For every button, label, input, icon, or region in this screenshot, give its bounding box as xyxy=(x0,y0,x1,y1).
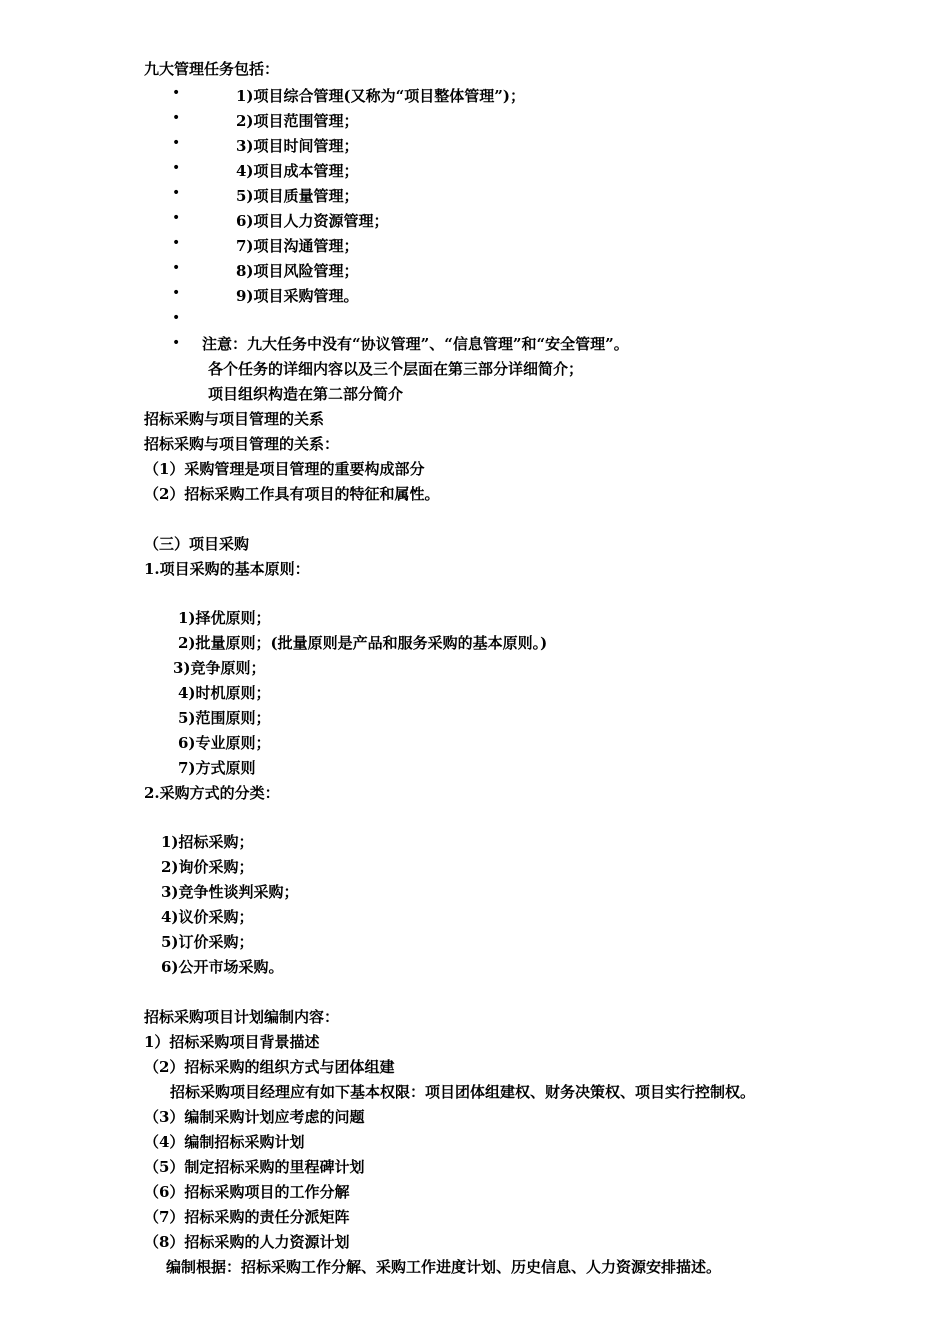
bullet-icon: • xyxy=(172,185,181,201)
note-sub-line: 各个任务的详细内容以及三个层面在第三部分详细简介； xyxy=(208,360,584,378)
list-item: 1)择优原则； xyxy=(178,609,271,627)
list-item: 2)项目范围管理； xyxy=(236,112,359,130)
list-item: （5）制定招标采购的里程碑计划 xyxy=(144,1158,365,1176)
bullet-icon: • xyxy=(172,285,181,301)
list-item: 8)项目风险管理； xyxy=(236,262,359,280)
list-item: 3)竞争原则； xyxy=(173,659,266,677)
list-item: 1)招标采购； xyxy=(161,833,254,851)
bullet-icon: • xyxy=(172,135,181,151)
bullet-icon: • xyxy=(172,160,181,176)
relation-item: （2）招标采购工作具有项目的特征和属性。 xyxy=(144,485,440,503)
section-heading: （三）项目采购 xyxy=(144,535,250,553)
bullet-icon: • xyxy=(172,110,181,126)
bullet-icon: • xyxy=(172,335,181,351)
section-title: 招标采购与项目管理的关系 xyxy=(144,410,325,428)
list-item: 2)询价采购； xyxy=(161,858,254,876)
list-item: （6）招标采购项目的工作分解 xyxy=(144,1183,350,1201)
list-item: 9)项目采购管理。 xyxy=(236,287,359,305)
list-item: 2)批量原则；(批量原则是产品和服务采购的基本原则。) xyxy=(178,634,548,652)
note-text: 注意：九大任务中没有“协议管理”、“信息管理”和“安全管理”。 xyxy=(202,335,629,353)
relation-item: （1）采购管理是项目管理的重要构成部分 xyxy=(144,460,425,478)
list-item: 7)方式原则 xyxy=(178,759,256,777)
list-item: 1)项目综合管理(又称为“项目整体管理”)； xyxy=(236,87,525,105)
bullet-icon: • xyxy=(172,310,181,326)
list-item-note: 招标采购项目经理应有如下基本权限：项目团体组建权、财务决策权、项目实行控制权。 xyxy=(170,1083,756,1101)
list-item: 4)项目成本管理； xyxy=(236,162,359,180)
list-item: 6)专业原则； xyxy=(178,734,271,752)
bullet-icon: • xyxy=(172,210,181,226)
methods-heading: 2.采购方式的分类： xyxy=(144,784,280,802)
list-item: 5)范围原则； xyxy=(178,709,271,727)
note-sub-line: 项目组织构造在第二部分简介 xyxy=(208,385,404,403)
tasks-heading: 九大管理任务包括： xyxy=(144,60,280,78)
bullet-icon: • xyxy=(172,235,181,251)
principles-heading: 1.项目采购的基本原则： xyxy=(144,560,310,578)
list-item: 5)订价采购； xyxy=(161,933,254,951)
plan-heading: 招标采购项目计划编制内容： xyxy=(144,1008,340,1026)
list-item: （7）招标采购的责任分派矩阵 xyxy=(144,1208,350,1226)
list-item: 1）招标采购项目背景描述 xyxy=(144,1033,320,1051)
list-item: 7)项目沟通管理； xyxy=(236,237,359,255)
list-item: （8）招标采购的人力资源计划 xyxy=(144,1233,350,1251)
list-item: （3）编制采购计划应考虑的问题 xyxy=(144,1108,365,1126)
list-item: 4)议价采购； xyxy=(161,908,254,926)
section-subtitle: 招标采购与项目管理的关系： xyxy=(144,435,340,453)
list-item: （4）编制招标采购计划 xyxy=(144,1133,305,1151)
list-item: 5)项目质量管理； xyxy=(236,187,359,205)
list-item: 4)时机原则； xyxy=(178,684,271,702)
list-item-note: 编制根据：招标采购工作分解、采购工作进度计划、历史信息、人力资源安排描述。 xyxy=(166,1258,722,1276)
list-item: 3)竞争性谈判采购； xyxy=(161,883,299,901)
bullet-icon: • xyxy=(172,85,181,101)
list-item: （2）招标采购的组织方式与团体组建 xyxy=(144,1058,395,1076)
list-item: 6)公开市场采购。 xyxy=(161,958,284,976)
bullet-icon: • xyxy=(172,260,181,276)
list-item: 6)项目人力资源管理； xyxy=(236,212,389,230)
list-item: 3)项目时间管理； xyxy=(236,137,359,155)
